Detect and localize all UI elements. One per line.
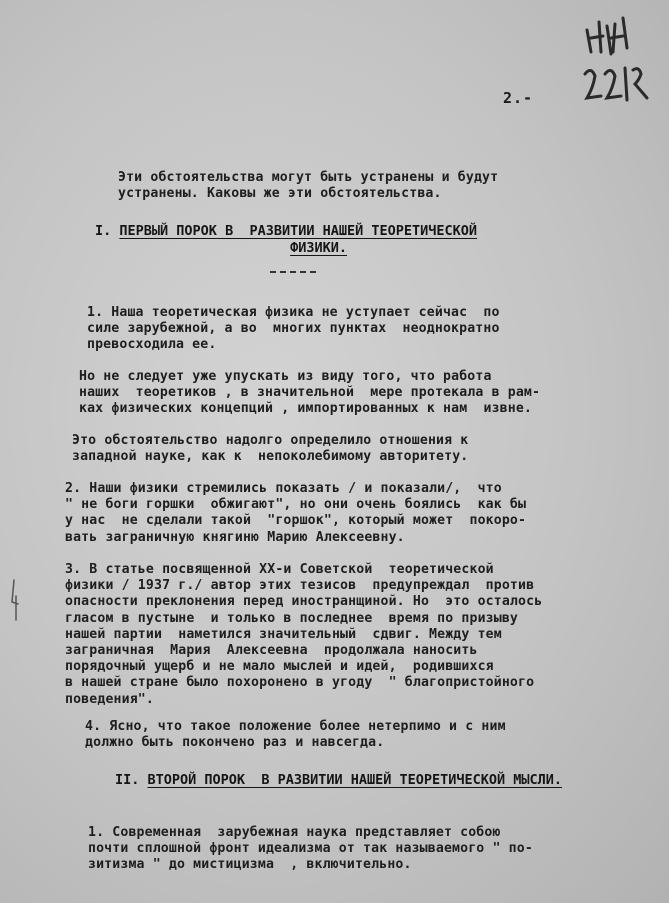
- text-line: 3. В статье посвященной XX-и Советской теоретической: [65, 562, 494, 577]
- section-1-number: I.: [95, 223, 112, 239]
- section-1-title-cont: ФИЗИКИ.: [290, 240, 347, 256]
- text-line: в нашей стране было похоронено в угоду " благопристойного: [65, 675, 535, 691]
- text-line: Эти обстоятельства могут быть устранены и будут: [118, 170, 499, 185]
- text-line: 1. Современная зарубежная наука представляет собою: [88, 825, 501, 840]
- section-2-title: ВТОРОЙ ПОРОК В РАЗВИТИИ НАШЕЙ ТЕОРЕТИЧЕСКОЙ МЫСЛИ.: [147, 772, 563, 788]
- text-line: зитизма " до мистицизма , включительно.: [88, 857, 412, 873]
- text-line: западной науке, как к непоколебимому авторитету.: [72, 449, 469, 465]
- text-line: поведения".: [65, 691, 154, 707]
- text-line: физики / 1937 г./ автор этих тезисов предупреждал против: [65, 578, 535, 594]
- page-number: 2.-: [503, 89, 534, 107]
- dashed-underline: [270, 271, 316, 273]
- paragraph-2: [79, 369, 540, 418]
- text-line: заграничная Мария Алексеевна продолжала наносить: [65, 643, 478, 659]
- section-2-number: II.: [115, 772, 140, 788]
- text-line: опасности преклонения перед иностранщиной. Но это осталось: [65, 594, 543, 610]
- text-line: Это обстоятельство надолго определило отношения к: [72, 433, 469, 448]
- text-line: почти сплошной фронт идеализма от так называемого " по-: [88, 841, 533, 857]
- text-line: превосходила ее.: [87, 337, 217, 353]
- intro-paragraph: [118, 170, 498, 202]
- paragraph-7: [88, 825, 533, 874]
- text-line: нашей партии наметился значительный сдвиг. Между тем: [65, 626, 502, 642]
- text-line: 2. Наши физики стремились показать / и показали/, что: [65, 481, 502, 496]
- text-line: должно быть покончено раз и навсегда.: [85, 735, 385, 751]
- text-line: устранены. Каковы же эти обстоятельства.: [118, 186, 442, 202]
- section-1-title: ПЕРВЫЙ ПОРОК В РАЗВИТИИ НАШЕЙ ТЕОРЕТИЧЕСКОЙ: [119, 223, 478, 239]
- margin-pencil-mark: [4, 578, 22, 622]
- paragraph-3: [72, 433, 468, 465]
- paragraph-4: [65, 481, 526, 546]
- text-line: Но не следует уже упускать из виду того, что работа: [79, 369, 492, 384]
- text-line: вать заграничную княгиню Марию Алексеевну.: [65, 529, 405, 545]
- paragraph-6: [85, 719, 506, 751]
- text-line: " не боги горшки обжигают", но они очень боялись как бы: [65, 497, 527, 513]
- section-2-heading: [115, 772, 562, 789]
- handwritten-archive-mark: [581, 8, 651, 108]
- text-line: силе зарубежной, а во многих пунктах неоднократно: [87, 321, 500, 337]
- text-line: гласом в пустыне и только в последнее время по призыву: [65, 610, 519, 626]
- section-1-heading: [95, 223, 477, 257]
- text-line: 1. Наша теоретическая физика не уступает сейчас по: [87, 305, 500, 320]
- paragraph-5: [65, 562, 542, 708]
- text-line: 4. Ясно, что такое положение более нетерпимо и с ним: [85, 719, 506, 734]
- text-line: порядочный ущерб и не мало мыслей и идей, родившихся: [65, 659, 494, 675]
- text-line: наших теоретиков , в значительной мере протекала в рам-: [79, 385, 541, 401]
- text-line: у нас не сделали такой "горшок", который может покоро-: [65, 513, 527, 529]
- text-line: ках физических концепций , импортированных к нам извне.: [79, 401, 533, 417]
- paragraph-1: [87, 305, 500, 354]
